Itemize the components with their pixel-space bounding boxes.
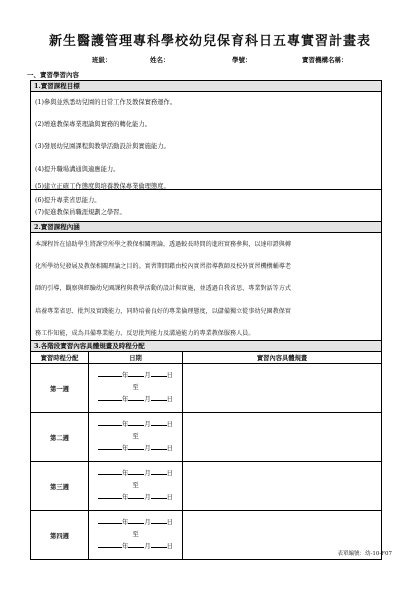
content-line: 師的引導，觀察與經驗幼兒園課程與教學活動的設計與實施，並透過自我省思、專業對話等方式 bbox=[35, 285, 291, 292]
objective-item: (3)發展幼兒園課程與教學活動設計與實施能力。 bbox=[35, 143, 170, 150]
objective-item: (7)促進教保員職涯規劃之學習。 bbox=[35, 209, 126, 216]
objectives-box bbox=[30, 80, 382, 190]
schedule-table bbox=[30, 351, 382, 560]
objective-item: (4)提升職場溝通與適應能力。 bbox=[35, 166, 120, 173]
content-line: 培養專業省思、批判及實踐能力，同時培養良好的專業倫理態度，以儲備獨立從事幼兒園教保實 bbox=[35, 308, 291, 315]
table-row bbox=[31, 462, 382, 511]
institution-label: 實習機構名稱： bbox=[302, 56, 348, 64]
table-row bbox=[31, 364, 382, 413]
col-week-header: 實習時程分配 bbox=[31, 352, 89, 364]
col-date-header: 日期 bbox=[89, 352, 183, 364]
content-line: 務工作知能，成為具備專業能力、反思批判能力及溝通能力的專業教保服務人員。 bbox=[35, 330, 255, 337]
objectives-heading: 1.實習課程目標 bbox=[31, 81, 381, 92]
table-row bbox=[31, 511, 382, 560]
date-range[interactable]: 年 月 日 至 年 月 日 bbox=[89, 364, 183, 413]
content-line: 本課程旨在協助學生將課堂所學之教保相關理論，透過較長時間的進班實務參與，以達印證與轉 bbox=[35, 241, 291, 248]
form-title: 新生醫護管理專科學校幼兒保育科日五專實習計畫表 bbox=[48, 34, 371, 49]
objectives-box-lower bbox=[30, 183, 382, 222]
objective-item: (6)提升專業省思能力。 bbox=[35, 197, 101, 204]
class-label: 班級： bbox=[92, 56, 112, 64]
week-label: 第一週 bbox=[31, 364, 89, 413]
name-label: 姓名： bbox=[150, 56, 170, 64]
schedule-heading: 3.各階段實習內容具體規畫及時程分配 bbox=[31, 341, 381, 352]
content-line: 化所學幼兒發展及教保相關理論之目的。實習期間藉由校內實習指導教師及校外實習機構輔導老 bbox=[35, 263, 291, 270]
date-range[interactable]: 年 月 日 至 年 月 日 bbox=[89, 462, 183, 511]
content-box bbox=[30, 221, 382, 345]
date-range[interactable]: 年 月 日 至 年 月 日 bbox=[89, 511, 183, 560]
objective-item: (2)增進教保專業理論與實務的轉化能力。 bbox=[35, 121, 151, 128]
section-heading: 一、實習學習內容 bbox=[27, 71, 79, 79]
objective-item: (1)參與並熟悉幼兒園的日常工作及教保實務運作。 bbox=[35, 99, 177, 106]
col-plan-header: 實習內容具體規畫 bbox=[183, 352, 382, 364]
week-label: 第二週 bbox=[31, 413, 89, 462]
form-number: 表單編號：幼-10-F07 bbox=[337, 551, 392, 557]
schedule-header-row bbox=[31, 352, 382, 364]
content-heading: 2.實習課程內涵 bbox=[31, 222, 381, 233]
date-range[interactable]: 年 月 日 至 年 月 日 bbox=[89, 413, 183, 462]
objective-item: (5)建立正確工作態度與培養教保專業倫理態度。 bbox=[35, 183, 170, 190]
plan-cell[interactable] bbox=[183, 413, 382, 462]
plan-cell[interactable] bbox=[183, 364, 382, 413]
week-label: 第三週 bbox=[31, 462, 89, 511]
week-label: 第四週 bbox=[31, 511, 89, 560]
student-id-label: 學號： bbox=[232, 56, 252, 64]
plan-cell[interactable] bbox=[183, 462, 382, 511]
table-row bbox=[31, 413, 382, 462]
